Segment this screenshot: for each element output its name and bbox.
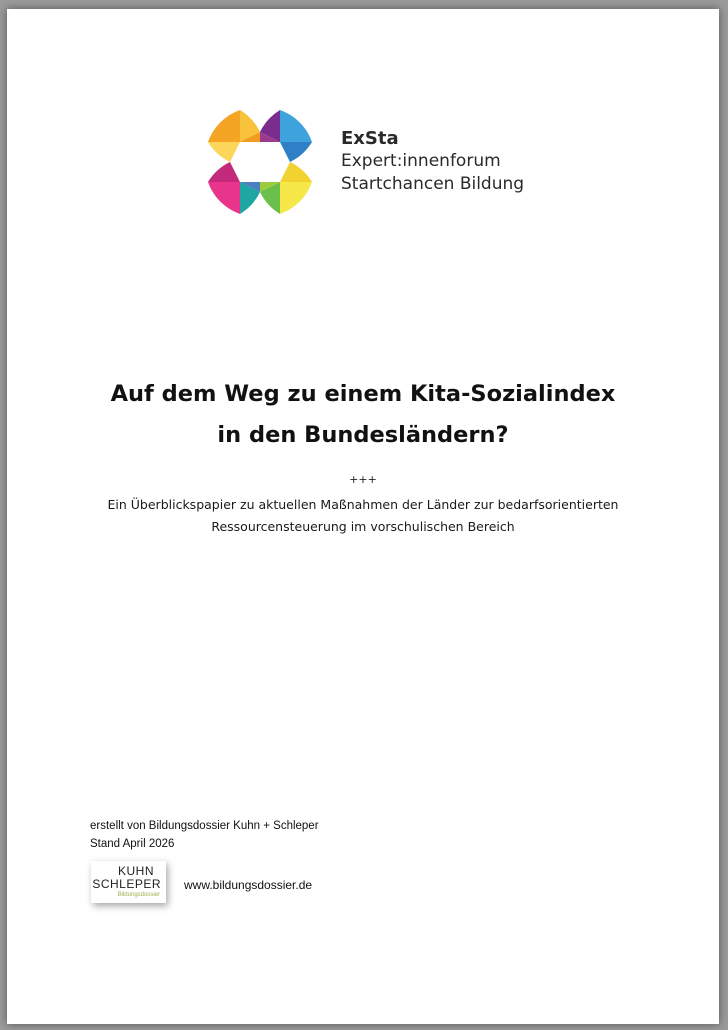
organization-name-line2: Startchancen Bildung [341, 174, 525, 194]
exsta-logo-icon [200, 102, 320, 222]
logo-center-square [244, 146, 276, 178]
document-page [7, 9, 719, 1024]
organization-name-line1: Expert:innenforum [341, 151, 501, 171]
title-separator: +++ [349, 473, 377, 486]
credits-created-by: erstellt von Bildungsdossier Kuhn + Schleper [90, 820, 319, 832]
publisher-website: www.bildungsdossier.de [184, 878, 313, 892]
document-title-line1: Auf dem Weg zu einem Kita-Sozialindex [110, 381, 616, 407]
document-subtitle [7, 494, 719, 538]
document-subtitle-line1: Ein Überblickspapier zu aktuellen Maßnahmen der Länder zur bedarfsorientierten [107, 497, 619, 512]
organization-name [341, 127, 524, 196]
credits-block [90, 817, 319, 853]
organization-short-name: ExSta [341, 128, 399, 149]
credits-date: Stand April 2026 [90, 838, 175, 850]
publisher-logo [91, 861, 166, 903]
document-title-line2: in den Bundesländern? [217, 422, 509, 448]
document-subtitle-line2: Ressourcensteuerung im vorschulischen Bereich [211, 519, 515, 534]
publisher-logo-line2: SCHLEPER [92, 877, 161, 891]
document-title [7, 374, 719, 456]
publisher-logo-line1: KUHN [117, 864, 154, 878]
publisher-logo-subtitle: Bildungsdossier [117, 892, 160, 898]
